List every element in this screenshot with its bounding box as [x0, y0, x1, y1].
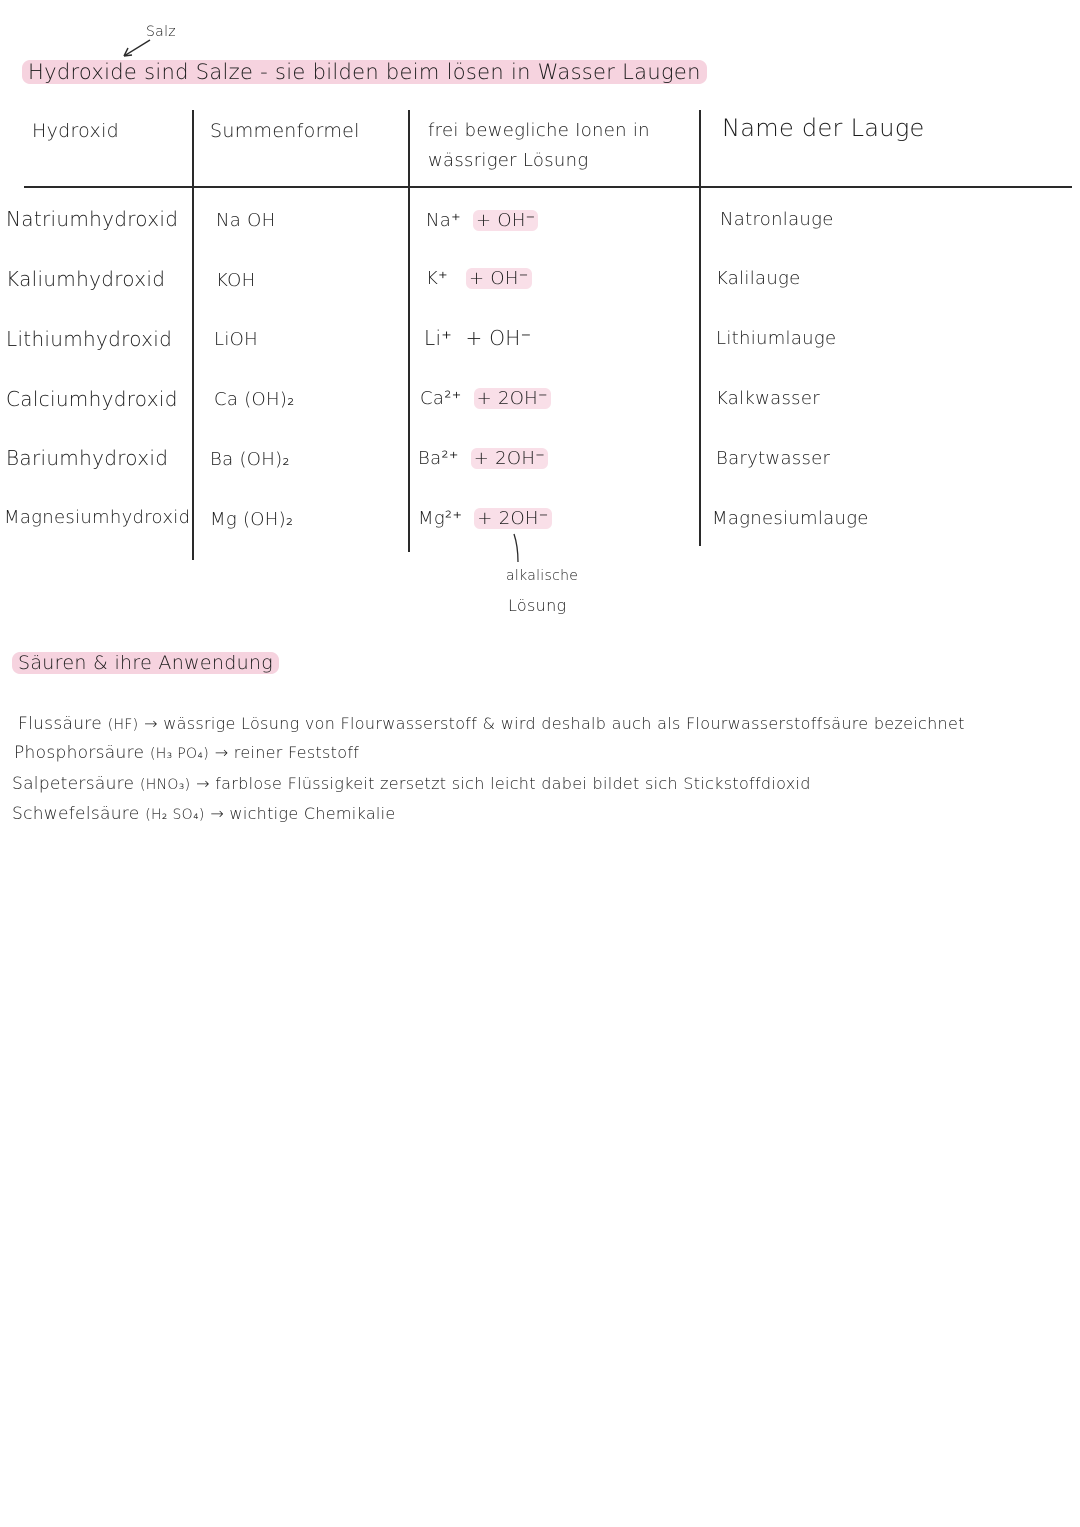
- row-formel: LiOH: [214, 329, 258, 350]
- annotation-line-icon: [508, 532, 528, 566]
- row-lauge: Natronlauge: [720, 209, 834, 230]
- acid-name: Salpetersäure: [12, 774, 135, 794]
- row-lauge: Lithiumlauge: [716, 328, 837, 349]
- acid-formula: (HF): [107, 717, 139, 733]
- acid-text: → farblose Flüssigkeit zersetzt sich leicht dabei bildet sich Stickstoffdioxid: [196, 774, 811, 793]
- acid-formula: (H₂ SO₄): [145, 807, 205, 823]
- acid-name: Flussäure: [18, 714, 102, 734]
- row-ion: [420, 388, 551, 409]
- annotation-loesung: Lösung: [508, 596, 567, 615]
- acid-name: Schwefelsäure: [12, 804, 140, 824]
- row-lauge: Kalilauge: [716, 268, 801, 289]
- acid-item: [12, 774, 811, 794]
- row-ion-cation: Li⁺: [424, 326, 453, 350]
- acid-text: → reiner Feststoff: [214, 743, 360, 762]
- row-ion-anion: + OH⁻: [465, 326, 532, 350]
- row-ion-anion: + OH⁻: [473, 210, 539, 231]
- acids-title: [12, 652, 279, 674]
- row-name: Kaliumhydroxid: [6, 267, 166, 291]
- row-name: Natriumhydroxid: [6, 207, 179, 231]
- acid-formula: (H₃ PO₄): [149, 746, 209, 762]
- header-summenformel: Summenformel: [210, 120, 360, 142]
- header-lauge: Name der Lauge: [722, 114, 925, 142]
- table-col-divider-2: [408, 110, 410, 552]
- annotation-alkalisch: alkalische: [506, 568, 579, 584]
- row-name: Calciumhydroxid: [6, 387, 178, 411]
- row-ion: [426, 268, 532, 289]
- row-ion-cation: Na⁺: [426, 210, 461, 231]
- row-ion: [418, 448, 548, 469]
- row-ion-anion: + 2OH⁻: [471, 448, 548, 469]
- table-header-divider: [24, 186, 1072, 188]
- acids-title-text: Säuren & ihre Anwendung: [12, 652, 279, 674]
- row-ion-cation: Ca²⁺: [420, 388, 462, 409]
- acid-item: [14, 743, 359, 763]
- acid-text: → wichtige Chemikalie: [210, 804, 396, 823]
- acid-formula: (HNO₃): [140, 777, 191, 793]
- row-formel: Ca (OH)₂: [214, 389, 295, 410]
- acid-item: [12, 804, 396, 824]
- salz-note: Salz: [146, 24, 176, 40]
- header-ionen-line1: frei bewegliche Ionen in: [428, 120, 650, 141]
- row-ion-anion: + 2OH⁻: [474, 388, 551, 409]
- row-ion: [426, 210, 538, 231]
- table-col-divider-3: [699, 110, 701, 546]
- row-formel: KOH: [216, 270, 256, 291]
- row-ion-anion: + OH⁻: [466, 268, 532, 289]
- row-name: Lithiumhydroxid: [6, 327, 173, 351]
- row-lauge: Kalkwasser: [716, 388, 820, 409]
- row-formel: Mg (OH)₂: [210, 509, 294, 530]
- row-name: Bariumhydroxid: [6, 446, 169, 470]
- row-formel: Na OH: [216, 210, 276, 231]
- acid-item: [18, 714, 965, 734]
- intro-text: Hydroxide sind Salze - sie bilden beim lösen in Wasser Laugen: [22, 60, 707, 84]
- row-lauge: Magnesiumlauge: [712, 508, 869, 529]
- row-ion-cation: Ba²⁺: [418, 448, 459, 469]
- row-ion-anion: + 2OH⁻: [474, 508, 551, 529]
- row-name: Magnesiumhydroxid: [4, 507, 191, 528]
- arrow-down-left-icon: [118, 36, 154, 62]
- acid-text: → wässrige Lösung von Flourwasserstoff & wird deshalb auch als Flourwasserstoffsäure bezeichnet: [144, 714, 965, 733]
- row-ion: [418, 508, 552, 529]
- table-col-divider-1: [192, 110, 194, 560]
- row-ion-cation: K⁺: [426, 268, 448, 289]
- header-ionen-line2: wässriger Lösung: [428, 150, 589, 171]
- row-ion-cation: Mg²⁺: [418, 508, 463, 529]
- intro-sentence: [22, 60, 707, 84]
- acid-name: Phosphorsäure: [14, 743, 145, 763]
- header-hydroxid: Hydroxid: [32, 120, 120, 142]
- row-formel: Ba (OH)₂: [210, 449, 290, 470]
- row-ion: [424, 326, 531, 350]
- row-lauge: Barytwasser: [716, 448, 831, 469]
